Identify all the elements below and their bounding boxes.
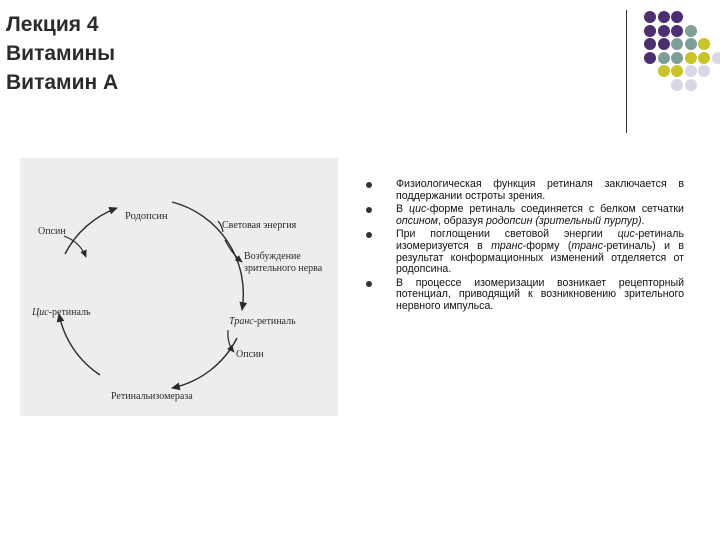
bullet-list	[366, 179, 684, 315]
bullet-text-part: транс	[491, 239, 523, 252]
bullet-item	[366, 278, 684, 313]
label-excitation-2: зрительного нерва	[244, 263, 323, 274]
decorative-dot	[685, 25, 697, 37]
bullet-text-part: В процессе изомеризации возникает рецепторный потенциал, приводящий к возникновению зрительного нервного импульса.	[396, 276, 684, 312]
decorative-dot	[658, 11, 670, 23]
decorative-dot	[698, 38, 710, 50]
label-cis-retinal	[31, 307, 91, 318]
decorative-dot	[685, 52, 697, 64]
decorative-dot	[644, 52, 656, 64]
bullet-text-part: цис	[409, 203, 427, 216]
arc-cis-to-rhodopsin	[65, 208, 117, 254]
decorative-dot	[658, 38, 670, 50]
bullet-dot-icon	[366, 281, 372, 287]
label-light-energy: Световая энергия	[222, 220, 297, 231]
title-line-vitamin-a: Витамин А	[6, 71, 119, 94]
decorative-dot	[698, 52, 710, 64]
arc-rhodopsin-to-trans	[172, 202, 243, 310]
bullet-item	[366, 229, 684, 275]
label-cis-prefix: Цис	[32, 307, 49, 318]
decorative-dot	[671, 79, 683, 91]
label-opsin-left: Опсин	[38, 226, 66, 237]
bullet-dot-icon	[366, 232, 372, 238]
decorative-dot	[671, 38, 683, 50]
decorative-dot	[644, 25, 656, 37]
bullet-text-part: , образуя	[437, 214, 487, 227]
bullet-text-part: -форму (	[522, 239, 572, 252]
label-rhodopsin: Родопсин	[125, 211, 168, 222]
label-trans-prefix: Транс	[229, 316, 254, 327]
decorative-dot	[644, 11, 656, 23]
label-excitation-1: Возбуждение	[244, 251, 301, 262]
bullet-text-part: -ретиналь изомеризуется в	[396, 228, 684, 252]
decorative-dot	[658, 25, 670, 37]
bullet-text-part: .	[641, 214, 645, 227]
bullet-dot-icon	[366, 182, 372, 188]
label-cis-suffix: -ретиналь	[48, 307, 91, 318]
bullet-text-part: Физиологическая функция ретиналя заключается в поддержании остроты зрения.	[396, 178, 684, 202]
decorative-dot	[671, 11, 683, 23]
decorative-dot	[671, 52, 683, 64]
label-trans-suffix: -ретиналь	[253, 316, 296, 327]
arc-isomerase-to-cis	[59, 314, 100, 375]
bullet-item	[366, 179, 684, 202]
decorative-dot	[671, 25, 683, 37]
bullet-dot-icon	[366, 207, 372, 213]
bullet-text-part: В	[396, 203, 410, 216]
bullet-text-part: цис	[617, 228, 635, 241]
decorative-dot	[685, 38, 697, 50]
label-trans-retinal	[229, 316, 296, 327]
decorative-dot	[658, 65, 670, 77]
bullet-text-part: -ретиналь) и в результат конформационных изменений отделяется от родопсина.	[396, 239, 684, 276]
label-isomerase: Ретинальизомераза	[111, 391, 193, 402]
bullet-item	[366, 204, 684, 227]
decorative-dot	[671, 65, 683, 77]
title-line-vitamins: Витамины	[6, 42, 116, 65]
bullet-text-part: родопсин (зрительный пурпур)	[486, 214, 642, 227]
bullet-text-part: опсином	[396, 214, 438, 227]
decorative-dot	[658, 52, 670, 64]
arc-trans-to-isomerase	[172, 338, 237, 388]
decorative-dot	[685, 65, 697, 77]
bullet-text-part: -форме ретиналь соединяется с белком сетчатки	[426, 203, 684, 216]
label-opsin-right: Опсин	[236, 349, 264, 360]
cycle-svg	[20, 158, 338, 416]
decorative-dot	[712, 52, 720, 64]
decorative-dot-grid	[0, 0, 720, 130]
decorative-dot	[644, 38, 656, 50]
decorative-dot	[698, 65, 710, 77]
vision-cycle-diagram	[20, 158, 338, 416]
bullet-text-part: транс	[571, 239, 603, 252]
title-line-lecture: Лекция 4	[6, 13, 99, 36]
bullet-text-part: При поглощении световой энергии	[396, 228, 618, 241]
branch-opsin-right	[228, 330, 234, 352]
decorative-dot	[685, 79, 697, 91]
